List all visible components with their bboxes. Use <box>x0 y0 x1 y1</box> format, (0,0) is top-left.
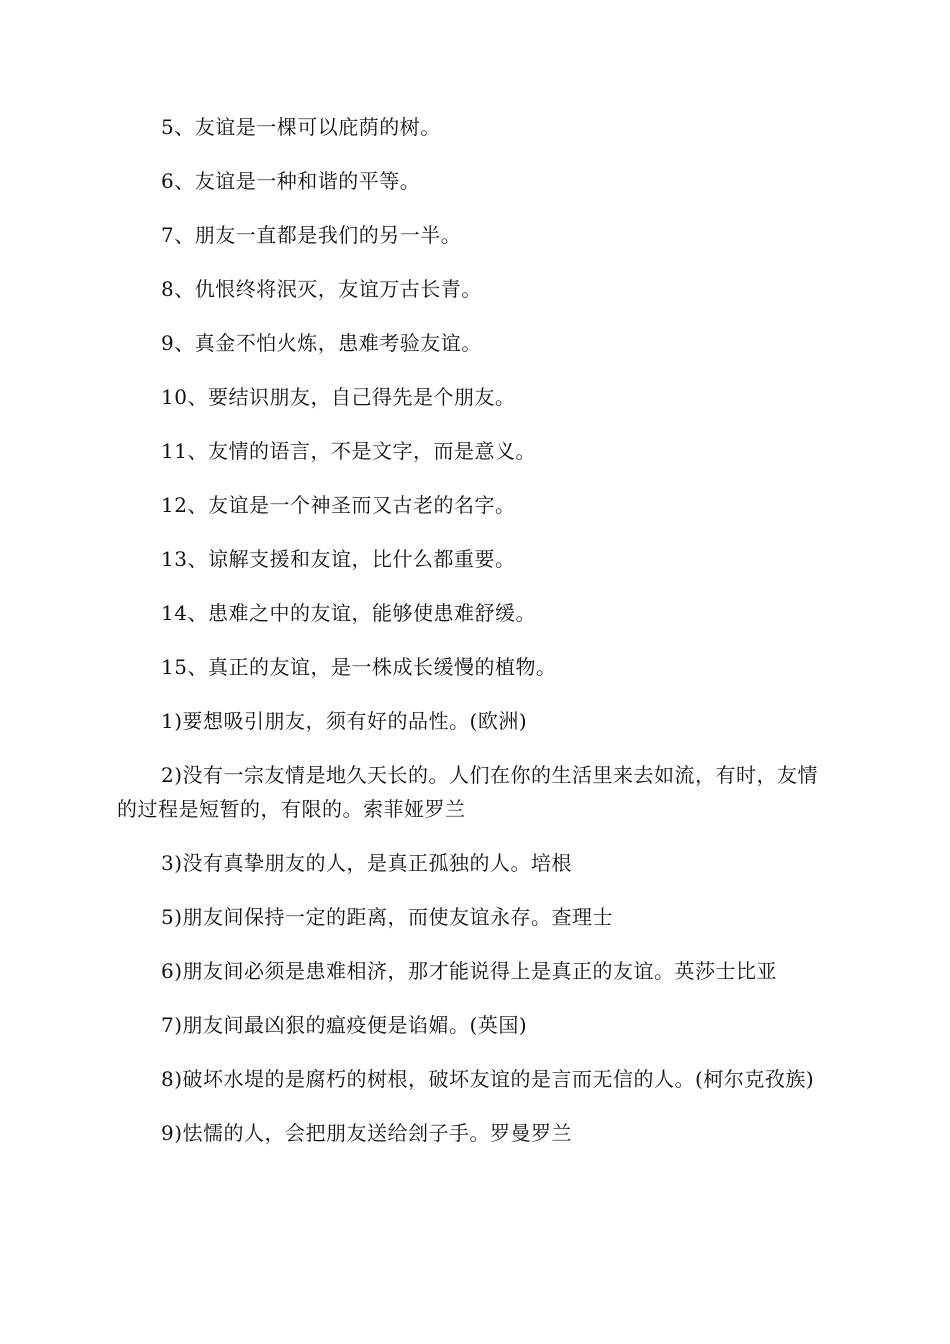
paragraph: 12、友谊是一个神圣而又古老的名字。 <box>161 493 516 517</box>
paragraph: 1)要想吸引朋友，须有好的品性。(欧洲) <box>161 709 528 733</box>
paragraph: 2)没有一宗友情是地久天长的。人们在你的生活里来去如流，有时，友情的过程是短暂的，有限的。索菲娅罗兰 <box>117 763 819 821</box>
paragraph: 14、患难之中的友谊，能够使患难舒缓。 <box>161 601 536 625</box>
paragraph: 5、友谊是一棵可以庇荫的树。 <box>161 115 441 139</box>
document-body <box>117 110 833 1170</box>
paragraph: 15、真正的友谊，是一株成长缓慢的植物。 <box>161 655 557 679</box>
paragraph: 3)没有真挚朋友的人，是真正孤独的人。培根 <box>161 851 573 875</box>
paragraph: 11、友情的语言，不是文字，而是意义。 <box>161 439 536 463</box>
paragraph: 7)朋友间最凶狠的瘟疫便是谄媚。(英国) <box>161 1013 528 1037</box>
paragraph: 9)怯懦的人，会把朋友送给刽子手。罗曼罗兰 <box>161 1121 573 1145</box>
paragraph: 5)朋友间保持一定的距离，而使友谊永存。查理士 <box>161 905 614 929</box>
paragraph: 6、友谊是一种和谐的平等。 <box>161 169 421 193</box>
paragraph: 10、要结识朋友，自己得先是个朋友。 <box>161 385 516 409</box>
paragraph: 7、朋友一直都是我们的另一半。 <box>161 223 462 247</box>
paragraph: 13、谅解支援和友谊，比什么都重要。 <box>161 547 516 571</box>
paragraph: 6)朋友间必须是患难相济，那才能说得上是真正的友谊。英莎士比亚 <box>161 959 778 983</box>
paragraph: 8、仇恨终将泯灭，友谊万古长青。 <box>161 277 482 301</box>
paragraph: 8)破坏水堤的是腐朽的树根，破坏友谊的是言而无信的人。(柯尔克孜族) <box>161 1067 815 1091</box>
paragraph: 9、真金不怕火炼，患难考验友谊。 <box>161 331 482 355</box>
